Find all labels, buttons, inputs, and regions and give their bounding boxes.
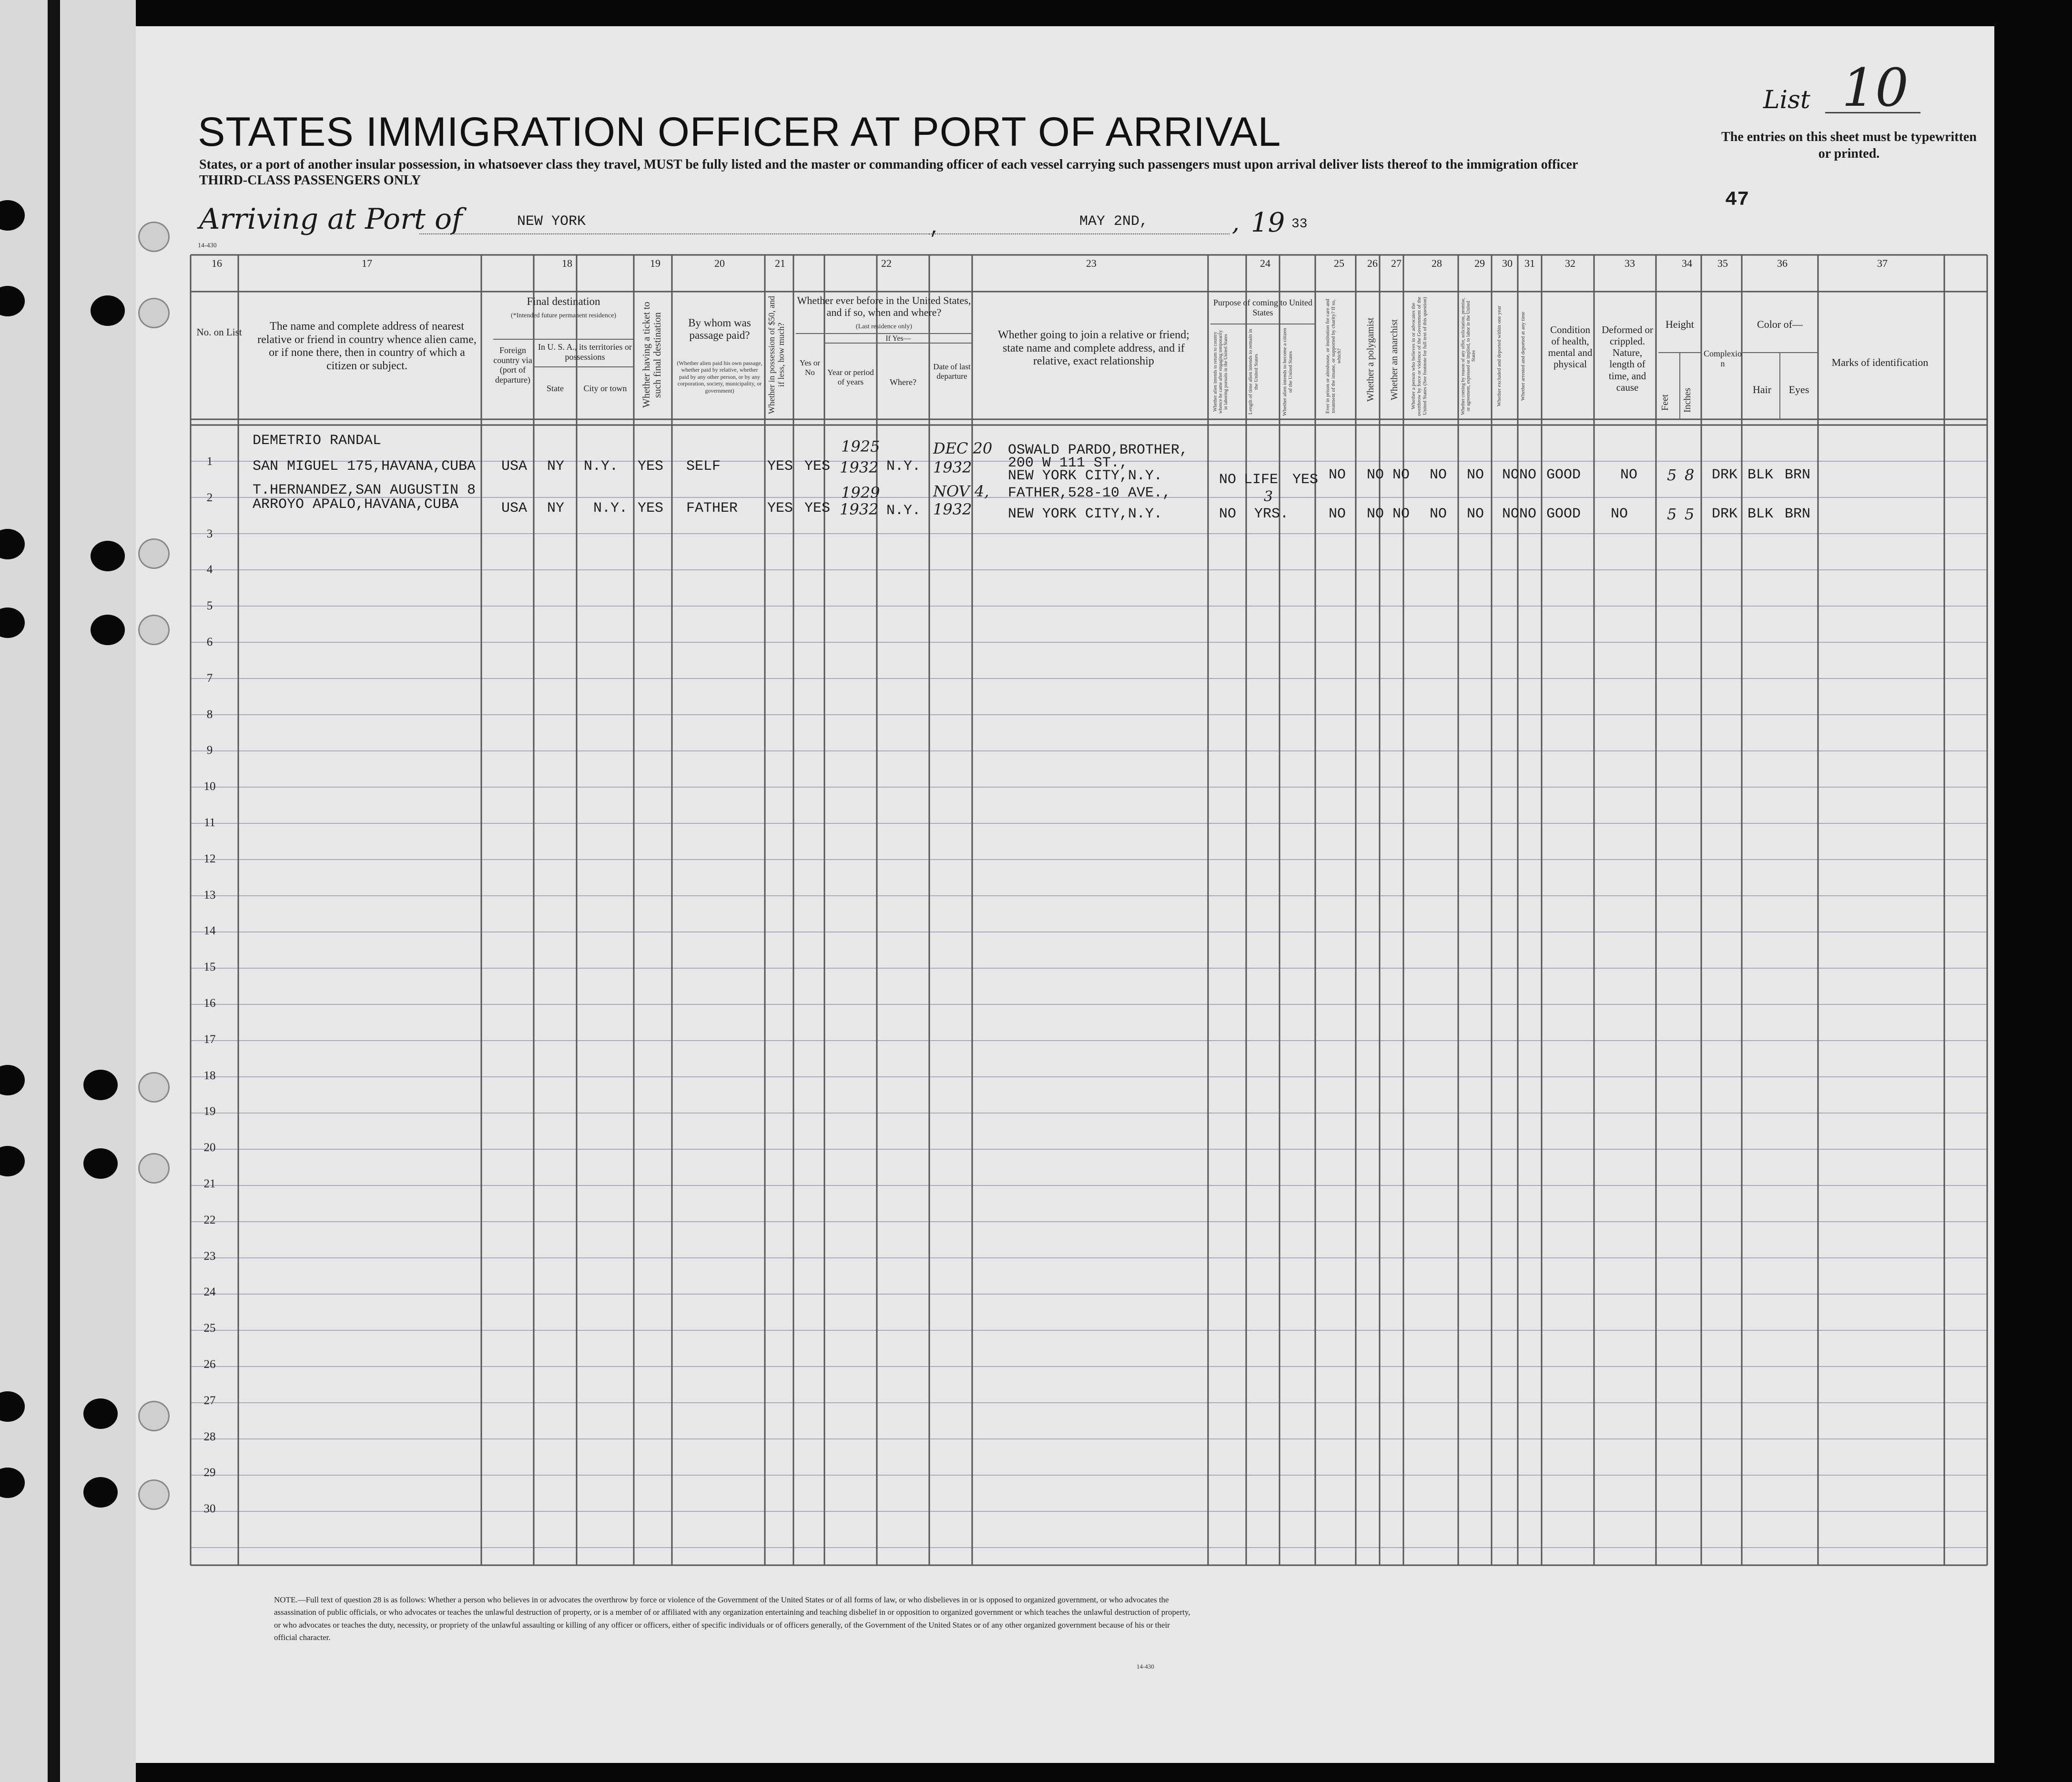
column-number: 27 [1391, 257, 1402, 269]
row-number: 27 [203, 1394, 216, 1407]
entry-1-join3: NEW YORK CITY,N.Y. [1008, 468, 1163, 484]
entry-2-inches: 5 [1685, 505, 1695, 523]
entry-2-q26: NO [1367, 506, 1384, 522]
entry-1-health: GOOD [1546, 467, 1581, 483]
row-number: 14 [203, 924, 216, 938]
header-passage-note: (Whether alien paid his own passage, whether paid by relative, whether paid by any other person, or by any corporation, society, municipality, or government) [677, 360, 762, 394]
comma-2: , [1232, 209, 1239, 236]
port-line [419, 233, 929, 234]
port-label: Arriving at Port of [199, 202, 463, 236]
column-number: 24 [1260, 257, 1270, 269]
entry-2-deformed: NO [1611, 506, 1628, 522]
entry-2-health: GOOD [1546, 506, 1581, 522]
entry-2-length: YRS. [1254, 506, 1289, 522]
header-final-destination: Final destination [527, 295, 600, 307]
entry-2-year1: 1929 [841, 484, 880, 502]
column-number: 26 [1367, 257, 1378, 269]
list-label: List [1763, 86, 1810, 114]
entry-1-hair: BLK [1747, 467, 1774, 483]
header-purpose: Purpose of coming to United States [1213, 298, 1312, 317]
header-foreign-country: Foreign country via (port of departure) [493, 345, 532, 385]
header-polygamist: Whether a polygamist [1365, 317, 1376, 402]
entry-2-date1: NOV 4, [933, 482, 989, 500]
header-nearest-relative: The name and complete address of nearest relative or friend in country whence alien came, or if none there, then in country of which a citizen or subject. [257, 320, 477, 372]
header-deformed: Deformed or crippled. Nature, length of time, and cause [1602, 324, 1653, 393]
entry-2-q27: NO [1392, 506, 1410, 522]
port-value: NEW YORK [517, 213, 586, 230]
footnote-text: NOTE.—Full text of question 28 is as follows: Whether a person who believes in or advocates the overthrow by force or violence of the Government of the United States or of all forms of law, or who disbelieves in or is opposed to organized government, or who advocates the assassination of public officials, or who advocates or teaches the unlawful destruction of property, or is a member of or affiliated with any organization entertaining and teaching disbelief in or opposition to organized government or which teaches the unlawful destruction of property, or who advocates or teaches the duty, necessity, or propriety of the unlawful assaulting or killing of any officer or officers, either of specific individuals or of officers generally, of the Government of the United States or of any other organized government because of his or their official character. [274, 1595, 1190, 1642]
header-color-of: Color of— [1757, 318, 1803, 330]
footnote-code: 14-430 [1137, 1663, 1154, 1670]
entry-1-year1: 1925 [841, 437, 880, 456]
typewritten-instructions: The entries on this sheet must be typewritten or printed. [1721, 130, 1977, 161]
row-number: 3 [206, 527, 213, 540]
entry-1-name: DEMETRIO RANDAL [253, 433, 382, 449]
entry-1-before: YES [804, 458, 831, 475]
form-code-top: 14-430 [198, 242, 217, 249]
column-number: 18 [562, 257, 572, 269]
header-in-usa: In U. S. A., its territories or possessions [538, 342, 632, 362]
entry-2-join2: NEW YORK CITY,N.Y. [1008, 506, 1163, 522]
column-number: 37 [1877, 257, 1888, 269]
date-value: MAY 2ND, [1079, 213, 1148, 230]
column-number: 22 [881, 257, 892, 269]
row-number: 13 [203, 888, 216, 901]
entry-2-ticket: YES [638, 500, 664, 516]
column-number: 19 [650, 257, 660, 269]
header-date-departure: Date of last departure [933, 362, 971, 381]
entry-1-feet: 5 [1667, 466, 1677, 484]
header-final-destination-note: (*Intended future permanent residence) [510, 312, 617, 319]
entry-1-ticket: YES [638, 458, 664, 475]
row-number: 16 [203, 997, 216, 1010]
row-number: 7 [206, 671, 213, 685]
row-number: 6 [206, 636, 213, 648]
sheet-number: 47 [1725, 188, 1749, 211]
entry-1-date1: DEC 20 [933, 439, 993, 457]
entry-1-complexion: DRK [1712, 467, 1738, 483]
column-number: 16 [212, 257, 222, 269]
entry-2-name: T.HERNANDEZ,SAN AUGUSTIN 8 [253, 482, 476, 498]
header-last-residence: (Last residence only) [855, 323, 913, 330]
header-year-period: Year or period of years [827, 368, 874, 386]
row-number: 17 [203, 1033, 216, 1046]
row-number: 1 [206, 455, 213, 468]
entry-2-length-num: 3 [1264, 488, 1273, 505]
header-where: Where? [890, 377, 916, 387]
header-ever-before: Whether ever before in the United States, and if so, when and where? [797, 294, 971, 319]
entry-1-join1: OSWALD PARDO,BROTHER, [1008, 442, 1188, 458]
entry-1-q25: NO [1329, 467, 1346, 483]
header-ticket: Whether having a ticket to such final destination [640, 302, 663, 408]
header-feet: Feet [1660, 394, 1670, 411]
entry-1-eyes: BRN [1785, 467, 1811, 483]
entry-1-q30: NO [1502, 467, 1520, 483]
header-eyes: Eyes [1788, 384, 1809, 395]
entry-1-inches: 8 [1685, 466, 1695, 484]
row-number: 24 [203, 1286, 216, 1299]
row-number: 9 [206, 744, 213, 757]
row-number: 5 [206, 599, 213, 613]
column-number: 28 [1432, 257, 1442, 269]
entry-2-money: YES [767, 500, 793, 516]
header-hair: Hair [1752, 384, 1772, 395]
row-number: 20 [203, 1141, 216, 1154]
column-number: 20 [714, 257, 725, 269]
header-height: Height [1666, 318, 1694, 330]
header-return-intent: Whether alien intends to return to country whence he came after engaging temporarily in laboring pursuits in the United States [1213, 330, 1229, 414]
entry-1-citizen: YES [1292, 472, 1319, 488]
row-number: 22 [203, 1213, 216, 1226]
column-number: 32 [1565, 257, 1575, 269]
entry-2-address: ARROYO APALO,HAVANA,CUBA [253, 496, 459, 513]
row-number: 2 [206, 491, 213, 504]
entry-2-state: NY [547, 500, 565, 516]
entry-1-q26: NO [1367, 467, 1384, 483]
comma: , [929, 218, 941, 240]
column-number: 33 [1625, 257, 1635, 269]
header-anarchist: Whether an anarchist [1389, 319, 1400, 400]
row-number: 19 [203, 1105, 216, 1118]
column-number: 36 [1777, 257, 1788, 269]
header-yes-or-no: Yes or No [799, 358, 821, 377]
header-citizen-intent: Whether alien intends to become a citizen of the United States [1282, 328, 1294, 416]
list-number: 10 [1842, 57, 1909, 118]
header-no-on-list: No. on List [196, 326, 242, 338]
entry-1-join2: 200 W 111 ST., [1008, 455, 1128, 471]
header-health: Condition of health, mental and physical [1548, 324, 1593, 370]
header-labor-offer: Whether coming by reason of any offer, solicitation, promise, or agreement, expressed or implied, to labor in the United States [1461, 297, 1476, 415]
entry-2-where: N.Y. [886, 503, 921, 519]
entry-1-state: NY [547, 458, 565, 475]
row-number: 11 [203, 816, 216, 829]
row-number: 25 [203, 1322, 216, 1335]
header-state: State [547, 384, 564, 393]
year-suffix: 33 [1291, 217, 1308, 232]
entry-2-complexion: DRK [1712, 506, 1738, 522]
column-number: 31 [1524, 257, 1535, 269]
row-number: 10 [203, 780, 216, 793]
column-number: 29 [1474, 257, 1485, 269]
row-number: 23 [203, 1249, 216, 1263]
entry-2-q31: NO [1519, 506, 1537, 522]
entry-2-paid-by: FATHER [686, 500, 738, 516]
header-length-of-stay: Length of time alien intends to remain in the United States [1248, 329, 1259, 415]
entry-2-date2: 1932 [933, 500, 972, 518]
entry-1-q27: NO [1392, 467, 1410, 483]
entry-1-date2: 1932 [933, 458, 972, 476]
entry-2-foreign: USA [501, 500, 528, 516]
entry-1-q28: NO [1430, 467, 1447, 483]
header-complexion: Complexion [1704, 349, 1742, 368]
row-number: 15 [203, 961, 216, 974]
entry-1-length: LIFE [1244, 472, 1279, 488]
row-number: 21 [203, 1177, 216, 1190]
entry-2-feet: 5 [1667, 505, 1677, 523]
header-marks: Marks of identification [1831, 356, 1929, 368]
entry-2-q29: NO [1467, 506, 1484, 522]
entry-1-foreign: USA [501, 458, 528, 475]
entry-2-city: N.Y. [593, 500, 628, 516]
header-passage-paid: By whom was passage paid? [688, 317, 751, 342]
entry-1-money: YES [767, 458, 793, 475]
column-number: 30 [1502, 257, 1513, 269]
header-prison-almshouse: Ever in prison or almshouse, or institution for care and treatment of the insane, or supported by charity? If so, which? [1325, 299, 1342, 414]
entry-2-eyes: BRN [1785, 506, 1811, 522]
entry-2-join1: FATHER,528-10 AVE., [1008, 485, 1171, 501]
column-number: 34 [1682, 257, 1692, 269]
header-arrested: Whether arrested and deported at any time [1520, 312, 1526, 401]
row-number: 18 [203, 1069, 216, 1082]
header-inches: Inches [1682, 387, 1693, 413]
form-title: STATES IMMIGRATION OFFICER AT PORT OF ARRIVAL [198, 109, 1281, 155]
entry-1-return: NO [1219, 472, 1237, 488]
entry-2-year2: 1932 [840, 500, 879, 518]
row-number: 30 [203, 1502, 216, 1516]
year-prefix: 19 [1251, 207, 1285, 238]
form-subtitle: States, or a port of another insular possession, in whatsoever class they travel, MUST be fully listed and the master or commanding officer of each vessel carrying such passengers must upon arrival deliver lists thereof to the immigration officer [199, 157, 1578, 172]
entry-1-q29: NO [1467, 467, 1484, 483]
entry-2-return: NO [1219, 506, 1237, 522]
column-number: 17 [362, 257, 372, 269]
header-if-yes: If Yes— [885, 334, 911, 343]
entry-1-city: N.Y. [584, 458, 619, 475]
entry-1-paid-by: SELF [686, 458, 721, 475]
entry-2-q28: NO [1430, 506, 1447, 522]
entry-1-where: N.Y. [886, 458, 921, 475]
row-number: 26 [203, 1358, 216, 1371]
entry-1-year2: 1932 [840, 458, 879, 476]
entry-2-q25: NO [1329, 506, 1346, 522]
header-possession-50: Whether in possession of $50, and if less, how much? [767, 296, 786, 414]
class-note: THIRD-CLASS PASSENGERS ONLY [199, 173, 421, 188]
entry-2-hair: BLK [1747, 506, 1774, 522]
column-number: 23 [1086, 257, 1097, 269]
entry-1-q31: NO [1519, 467, 1537, 483]
date-line [929, 233, 1229, 234]
entry-1-deformed: NO [1620, 467, 1638, 483]
entry-2-q30: NO [1502, 506, 1520, 522]
header-excluded: Whether excluded and deported within one year [1496, 305, 1502, 407]
row-number: 29 [203, 1466, 216, 1479]
header-overthrow: Whether a person who believes in or advocates the overthrow by force or violence of the Government of the United States (See footnote for full text of this question) [1411, 296, 1428, 416]
entry-1-address: SAN MIGUEL 175,HAVANA,CUBA [253, 458, 476, 475]
row-number: 28 [203, 1430, 216, 1443]
row-number: 8 [206, 708, 213, 721]
column-number: 35 [1717, 257, 1728, 269]
column-number: 25 [1334, 257, 1344, 269]
row-number: 12 [203, 852, 216, 865]
header-city: City or town [583, 384, 627, 393]
entry-2-before: YES [804, 500, 831, 516]
column-number: 21 [775, 257, 785, 269]
row-number: 4 [206, 563, 213, 577]
header-going-to-join: Whether going to join a relative or friend; state name and complete address, and if relative, exact relationship [998, 329, 1189, 368]
